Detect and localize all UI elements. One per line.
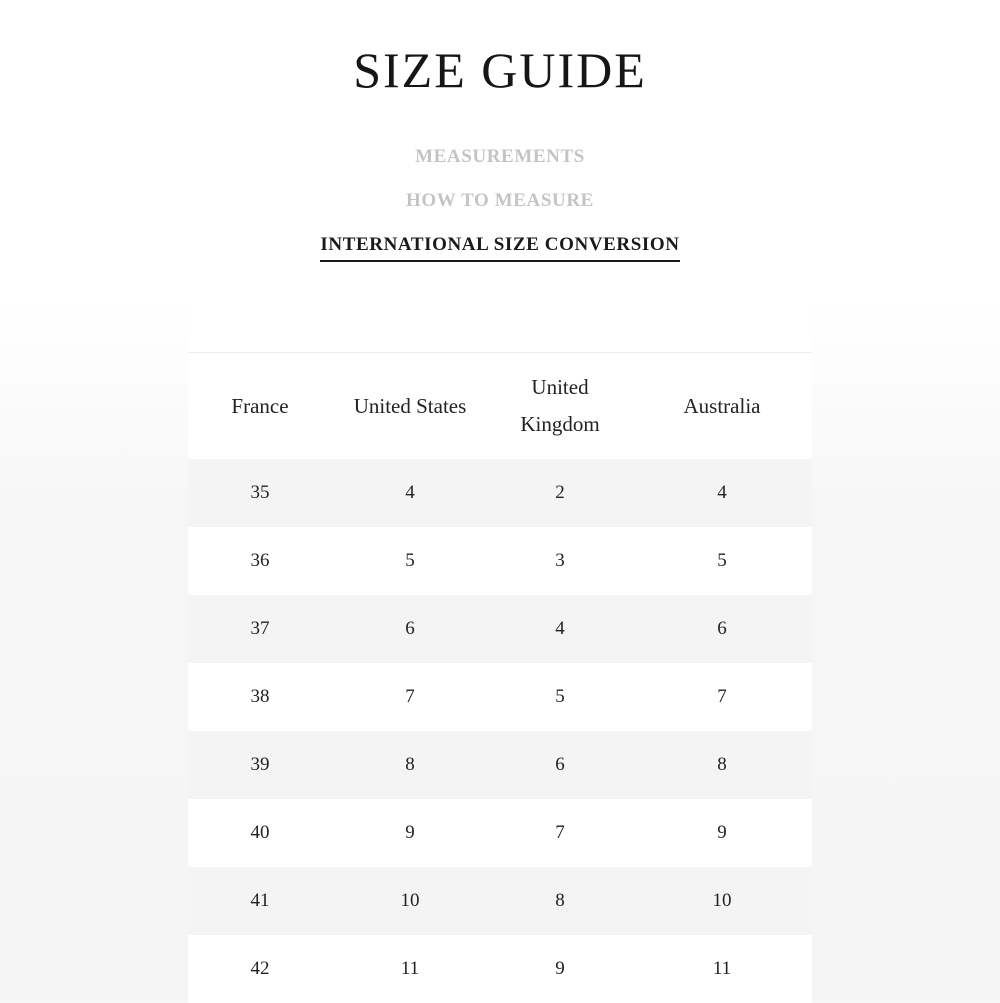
table-row xyxy=(188,867,812,935)
tab-how-to-measure[interactable] xyxy=(0,184,1000,228)
cell-france: 36 xyxy=(188,527,332,595)
column-header-united-kingdom xyxy=(488,353,632,460)
cell-france: 41 xyxy=(188,867,332,935)
cell-france: 37 xyxy=(188,595,332,663)
tab-international-size-conversion[interactable] xyxy=(0,228,1000,272)
tab-how-to-measure-label: HOW TO MEASURE xyxy=(406,190,594,211)
cell-france: 35 xyxy=(188,459,332,527)
table-body xyxy=(188,459,812,1003)
cell-france: 38 xyxy=(188,663,332,731)
tab-measurements[interactable] xyxy=(0,140,1000,184)
cell-australia: 11 xyxy=(632,935,812,1003)
column-header-united-states: United States xyxy=(332,353,488,460)
cell-united-kingdom: 8 xyxy=(488,867,632,935)
table-row xyxy=(188,527,812,595)
cell-australia: 5 xyxy=(632,527,812,595)
cell-united-states: 9 xyxy=(332,799,488,867)
size-guide-tabs xyxy=(0,140,1000,272)
table-row xyxy=(188,935,812,1003)
cell-united-states: 7 xyxy=(332,663,488,731)
cell-united-kingdom: 7 xyxy=(488,799,632,867)
tab-measurements-label: MEASUREMENTS xyxy=(415,146,585,167)
cell-australia: 10 xyxy=(632,867,812,935)
cell-france: 42 xyxy=(188,935,332,1003)
column-header-united-kingdom-label: United Kingdom xyxy=(520,375,600,436)
table-row xyxy=(188,459,812,527)
cell-united-kingdom: 4 xyxy=(488,595,632,663)
page-title: SIZE GUIDE xyxy=(353,42,647,98)
cell-united-kingdom: 3 xyxy=(488,527,632,595)
table-row xyxy=(188,595,812,663)
table-row xyxy=(188,663,812,731)
cell-united-states: 8 xyxy=(332,731,488,799)
cell-united-states: 11 xyxy=(332,935,488,1003)
column-header-france: France xyxy=(188,353,332,460)
cell-united-states: 5 xyxy=(332,527,488,595)
table-row xyxy=(188,799,812,867)
cell-australia: 7 xyxy=(632,663,812,731)
cell-united-kingdom: 5 xyxy=(488,663,632,731)
column-header-australia: Australia xyxy=(632,353,812,460)
cell-united-kingdom: 6 xyxy=(488,731,632,799)
cell-australia: 4 xyxy=(632,459,812,527)
cell-united-states: 4 xyxy=(332,459,488,527)
cell-united-states: 10 xyxy=(332,867,488,935)
table-row xyxy=(188,731,812,799)
cell-australia: 8 xyxy=(632,731,812,799)
cell-australia: 6 xyxy=(632,595,812,663)
cell-france: 39 xyxy=(188,731,332,799)
cell-united-kingdom: 9 xyxy=(488,935,632,1003)
cell-france: 40 xyxy=(188,799,332,867)
table-header-row xyxy=(188,353,812,460)
tab-international-size-conversion-label: INTERNATIONAL SIZE CONVERSION xyxy=(320,230,679,262)
cell-united-kingdom: 2 xyxy=(488,459,632,527)
size-conversion-table xyxy=(188,352,812,1003)
cell-united-states: 6 xyxy=(332,595,488,663)
cell-australia: 9 xyxy=(632,799,812,867)
